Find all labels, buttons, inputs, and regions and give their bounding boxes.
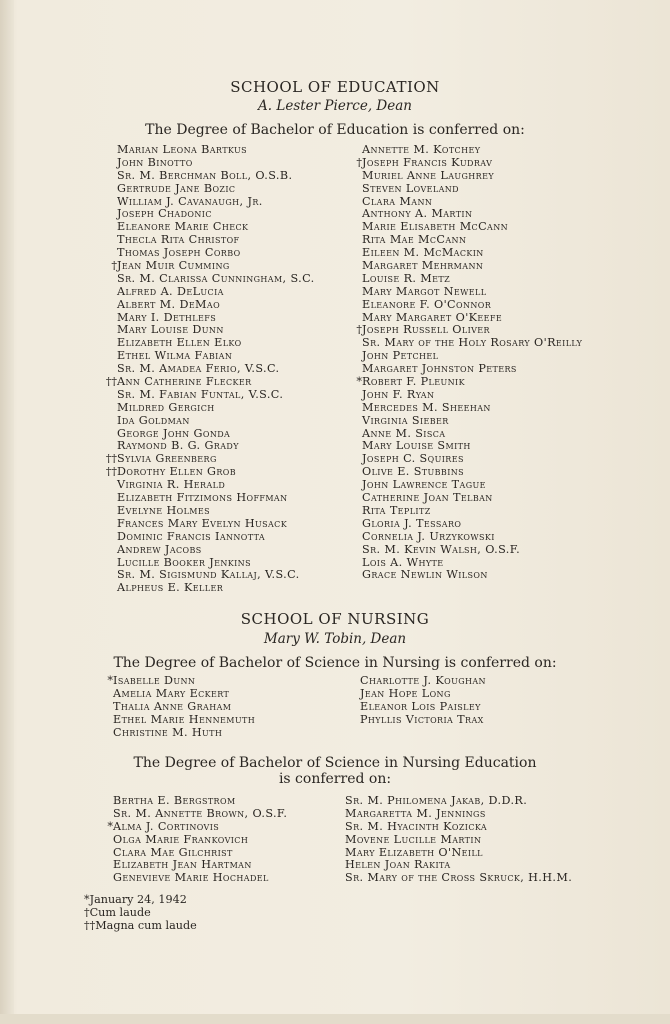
graduate-name-text: Marie Elisabeth McCann [362, 220, 509, 234]
education-left-list [105, 143, 315, 595]
graduate-name-text: Ethel Wilma Fabian [117, 349, 233, 363]
graduate-name-text: Dorothy Ellen Grob [117, 465, 237, 479]
graduate-name-text: Frances Mary Evelyn Husack [117, 516, 288, 530]
graduate-name-text: Marian Leona Bartkus [117, 143, 248, 156]
honor-mark: †† [105, 375, 117, 389]
graduate-name [113, 727, 255, 740]
graduate-name-text: Eleanor Lois Paisley [360, 699, 481, 713]
graduate-name-text: Sr. M. Sigismund Kallaj, V.S.C. [117, 568, 300, 582]
graduate-name-text: Thomas Joseph Corbo [117, 246, 241, 260]
footnote-january: *January 24, 1942 [84, 893, 187, 906]
graduate-name-text: Sr. M. Philomena Jakab, D.D.R. [345, 794, 528, 807]
graduate-name-text: Olive E. Stubbins [362, 465, 465, 479]
graduate-name-text: Jean Muir Cumming [117, 259, 230, 273]
graduate-name-text: Evelyne Holmes [117, 503, 211, 517]
graduate-name-text: Ida Goldman [117, 413, 190, 427]
graduate-name-text: Isabelle Dunn [113, 674, 196, 687]
graduate-name-text: Steven Loveland [362, 181, 459, 195]
graduate-name-text: Mary Margaret O'Keefe [362, 310, 503, 324]
honor-mark: † [111, 259, 117, 273]
graduate-name-text: Olga Marie Frankovich [113, 832, 249, 846]
graduate-name-text: Sr. M. Kevin Walsh, O.S.F. [362, 542, 521, 556]
bsne-left-list [107, 794, 288, 885]
graduate-name-text: Sr. M. Annette Brown, O.S.F. [113, 806, 288, 820]
graduate-name-text: Phyllis Victoria Trax [360, 712, 484, 726]
graduate-name-text: Catherine Joan Telban [362, 491, 493, 505]
graduate-name-text: Anne M. Sisca [362, 426, 446, 440]
graduate-name-text: Anthony A. Martin [362, 207, 473, 221]
footnote-cum-laude: †Cum laude [84, 906, 151, 919]
graduate-name-text: Muriel Anne Laughrey [362, 168, 495, 182]
graduate-name-text: Sr. M. Hyacinth Kozicka [345, 819, 488, 833]
graduate-name-text: Sr. M. Berchman Boll, O.S.B. [117, 168, 293, 182]
graduate-name-text: Jean Hope Long [360, 686, 451, 700]
graduate-name-text: Mary Louise Smith [362, 439, 471, 453]
graduate-name-text: Joseph Russell Oliver [362, 323, 490, 337]
nursing-degree-bsne-line1: The Degree of Bachelor of Science in Nursing Education [133, 755, 537, 771]
graduate-name-text: Joseph C. Squires [362, 452, 464, 466]
graduate-name-text: Mary Louise Dunn [117, 323, 224, 337]
graduate-name-text: Louise R. Metz [362, 271, 451, 285]
graduate-name-text: John Petchel [362, 349, 439, 363]
graduate-name-text: Thecla Rita Christof [117, 233, 240, 247]
graduate-name-text: Andrew Jacobs [117, 542, 202, 556]
graduate-name-text: John Binotto [117, 155, 193, 169]
bsn-right-list [360, 675, 486, 727]
graduate-name-text: Elizabeth Fitzimons Hoffman [117, 491, 288, 505]
education-right-list [356, 143, 583, 582]
honor-mark: † [356, 155, 362, 169]
graduate-name-text: Clara Mann [362, 194, 433, 208]
graduate-name-text: Joseph Francis Kudrav [362, 155, 493, 169]
nursing-degree-bsne [0, 755, 670, 787]
graduate-name-text: Raymond B. G. Grady [117, 439, 239, 453]
graduate-name-text: Mildred Gergich [117, 400, 215, 414]
graduate-name-text: Elizabeth Ellen Elko [117, 336, 242, 350]
bsn-left-list [107, 674, 256, 739]
graduate-name-text: Amelia Mary Eckert [113, 686, 230, 700]
graduate-name-text: Eileen M. McMackin [362, 246, 484, 260]
graduate-name-text: Lucille Booker Jenkins [117, 555, 251, 569]
graduate-name-text: Lois A. Whyte [362, 555, 444, 569]
graduate-name-text: Sr. M. Clarissa Cunningham, S.C. [117, 271, 315, 285]
graduate-name-text: Mercedes M. Sheehan [362, 400, 491, 414]
graduate-name-text: Margaretta M. Jennings [345, 806, 486, 820]
graduate-name-text: Mary I. Dethlefs [117, 310, 217, 324]
graduate-name-text: Elizabeth Jean Hartman [113, 858, 252, 872]
graduate-name-text: Virginia R. Herald [117, 478, 226, 492]
graduate-name-text: Margaret Johnston Peters [362, 362, 517, 376]
graduate-name-text: Margaret Mehrmann [362, 259, 484, 273]
nursing-title: SCHOOL OF NURSING [240, 610, 430, 628]
graduate-name-text: Robert F. Pleunik [362, 375, 465, 389]
graduate-name-text: Movene Lucille Martin [345, 832, 482, 846]
graduate-name [117, 582, 315, 595]
graduate-name-text: Alpheus E. Keller [117, 581, 224, 595]
graduate-name [113, 872, 287, 885]
graduate-name-text: John Lawrence Tague [362, 478, 486, 492]
nursing-degree-bsn: The Degree of Bachelor of Science in Nursing is conferred on: [113, 655, 557, 671]
graduate-name [345, 872, 572, 885]
nursing-degree-bsne-line2: is conferred on: [278, 771, 392, 787]
graduate-name-text: Annette M. Kotchey [362, 143, 481, 156]
graduate-name-text: Eleanore Marie Check [117, 220, 249, 234]
page-gutter-shadow [0, 0, 14, 1024]
graduate-name-text: Sr. M. Amadea Ferio, V.S.C. [117, 362, 280, 376]
graduate-name-text: Gloria J. Tessaro [362, 516, 462, 530]
graduate-name [362, 569, 582, 582]
graduate-name-text: Rita Teplitz [362, 503, 431, 517]
graduate-name-text: Genevieve Marie Hochadel [113, 871, 269, 885]
graduate-name-text: Thalia Anne Graham [113, 699, 232, 713]
education-title: SCHOOL OF EDUCATION [230, 78, 440, 96]
footnotes [84, 893, 197, 932]
graduate-name-text: Sylvia Greenberg [117, 452, 217, 466]
honor-mark: †† [105, 465, 117, 479]
graduate-name-text: Sr. M. Fabian Funtal, V.S.C. [117, 387, 284, 401]
honor-mark: * [107, 674, 113, 687]
nursing-dean: Mary W. Tobin, Dean [263, 631, 407, 647]
graduate-name-text: Eleanore F. O'Connor [362, 297, 492, 311]
graduate-name-text: Virginia Sieber [362, 413, 449, 427]
graduate-name-text: Helen Joan Rakita [345, 858, 451, 872]
graduate-name [360, 714, 486, 727]
page-bottom-edge [0, 1014, 670, 1024]
graduate-name-text: George John Gonda [117, 426, 231, 440]
graduate-name-text: Mary Margot Newell [362, 284, 487, 298]
graduate-name-text: William J. Cavanaugh, Jr. [117, 194, 263, 208]
graduate-name-text: Dominic Francis Iannotta [117, 529, 266, 543]
honor-mark: * [107, 819, 113, 833]
honor-mark: * [356, 375, 362, 389]
graduate-name-text: Alfred A. DeLucia [117, 284, 224, 298]
graduate-name-text: Charlotte J. Koughan [360, 674, 486, 687]
education-dean: A. Lester Pierce, Dean [258, 98, 412, 114]
graduate-name-text: Cornelia J. Urzykowski [362, 529, 495, 543]
graduate-name-text: Grace Newlin Wilson [362, 568, 488, 582]
graduate-name-text: Christine M. Huth [113, 725, 223, 739]
graduate-name-text: Joseph Chadonic [117, 207, 212, 221]
graduate-name-text: Albert M. DeMao [117, 297, 221, 311]
honor-mark: † [356, 323, 362, 337]
graduate-name-text: Ethel Marie Hennemuth [113, 712, 256, 726]
graduate-name-text: Sr. Mary of the Cross Skruck, H.H.M. [345, 871, 573, 885]
graduate-name-text: Gertrude Jane Bozic [117, 181, 236, 195]
education-degree: The Degree of Bachelor of Education is conferred on: [145, 122, 525, 138]
graduate-name-text: Sr. Mary of the Holy Rosary O'Reilly [362, 336, 583, 350]
graduate-name-text: Mary Elizabeth O'Neill [345, 845, 483, 859]
footnote-magna-cum-laude: ††Magna cum laude [84, 919, 197, 932]
graduate-name-text: Alma J. Cortinovis [113, 819, 220, 833]
bsne-right-list [345, 795, 572, 885]
graduate-name-text: Ann Catherine Flecker [117, 375, 252, 389]
graduate-name-text: Rita Mae McCann [362, 233, 467, 247]
graduate-name-text: Clara Mae Gilchrist [113, 845, 233, 859]
graduate-name-text: Bertha E. Bergstrom [113, 794, 236, 807]
honor-mark: †† [105, 452, 117, 466]
graduate-name-text: John F. Ryan [362, 387, 435, 401]
